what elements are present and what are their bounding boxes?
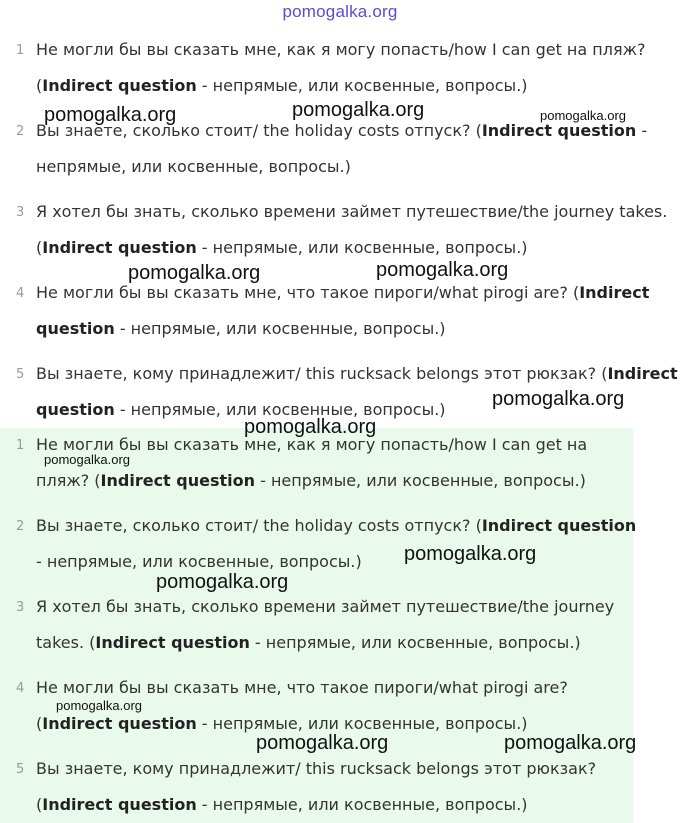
text-span: Не могли бы вы сказать мне, как я могу попасть/how I can get на bbox=[36, 435, 588, 454]
bold-term: Indirect question bbox=[42, 238, 197, 257]
item-text-line bbox=[36, 400, 446, 420]
bold-term: question bbox=[36, 400, 115, 419]
item-text-line bbox=[36, 759, 596, 779]
item-text-line bbox=[36, 283, 649, 303]
item-text-line bbox=[36, 157, 351, 177]
watermark-text: pomogalka.org bbox=[492, 388, 625, 410]
watermark-text: pomogalka.org bbox=[56, 698, 142, 713]
bold-term: Indirect question bbox=[42, 714, 197, 733]
bold-term: Indirect question bbox=[42, 76, 197, 95]
item-number: 4 bbox=[16, 286, 25, 301]
item-number: 1 bbox=[16, 438, 25, 453]
watermark-text: pomogalka.org bbox=[44, 104, 177, 126]
item-text-line bbox=[36, 202, 667, 222]
text-span: ( bbox=[36, 76, 43, 95]
item-text-line bbox=[36, 238, 528, 258]
watermark-text: pomogalka.org bbox=[244, 416, 377, 438]
text-span: Вы знаете, сколько стоит/ the holiday costs отпуск? ( bbox=[36, 121, 482, 140]
text-span: takes. ( bbox=[36, 633, 96, 652]
item-text-line bbox=[36, 319, 446, 339]
item-text-line bbox=[36, 795, 528, 815]
text-span: Не могли бы вы сказать мне, что такое пироги/what pirogi are? ( bbox=[36, 283, 580, 302]
text-span: - непрямые, или косвенные, вопросы.) bbox=[249, 633, 581, 652]
text-span: Не могли бы вы сказать мне, как я могу попасть/how I can get на пляж? bbox=[36, 40, 646, 59]
item-text-line bbox=[36, 714, 528, 734]
item-number: 3 bbox=[16, 600, 25, 615]
bold-term: Indirect question bbox=[42, 795, 197, 814]
bold-term: Indirect question bbox=[481, 121, 637, 140]
text-span: - непрямые, или косвенные, вопросы.) bbox=[196, 76, 528, 95]
item-number: 2 bbox=[16, 124, 25, 139]
text-span: Я хотел бы знать, сколько времени займет путешествие/the journey takes. bbox=[36, 202, 668, 221]
item-number: 5 bbox=[16, 762, 25, 777]
watermark-text: pomogalka.org bbox=[540, 108, 626, 123]
bold-term: Indirect question bbox=[481, 516, 637, 535]
text-span: ( bbox=[36, 238, 43, 257]
bold-term: Indirect bbox=[579, 283, 650, 302]
bold-term: Indirect bbox=[607, 364, 678, 383]
item-text-line bbox=[36, 76, 528, 96]
watermark-text: pomogalka.org bbox=[156, 571, 289, 593]
item-text-line bbox=[36, 633, 581, 653]
watermark-text: pomogalka.org bbox=[404, 543, 537, 565]
text-span: - непрямые, или косвенные, вопросы.) bbox=[196, 714, 528, 733]
watermark-text: pomogalka.org bbox=[292, 99, 425, 121]
watermark-text: pomogalka.org bbox=[44, 452, 130, 467]
watermark-text: pomogalka.org bbox=[128, 262, 261, 284]
watermark-text: pomogalka.org bbox=[504, 732, 637, 754]
text-span: - bbox=[636, 121, 648, 140]
bold-term: question bbox=[36, 319, 115, 338]
item-text-line bbox=[36, 597, 614, 617]
text-span: - непрямые, или косвенные, вопросы.) bbox=[255, 471, 586, 490]
text-span: пляж? ( bbox=[36, 471, 101, 490]
item-text-line bbox=[36, 516, 636, 536]
text-span: непрямые, или косвенные, вопросы.) bbox=[36, 157, 351, 176]
text-span: - непрямые, или косвенные, вопросы.) bbox=[114, 400, 446, 419]
text-span: Не могли бы вы сказать мне, что такое пироги/what pirogi are? bbox=[36, 678, 568, 697]
site-header-watermark: pomogalka.org bbox=[282, 2, 398, 21]
item-text-line bbox=[36, 552, 362, 572]
text-span: Вы знаете, сколько стоит/ the holiday costs отпуск? ( bbox=[36, 516, 482, 535]
item-number: 2 bbox=[16, 519, 25, 534]
item-number: 3 bbox=[16, 205, 25, 220]
text-span: - непрямые, или косвенные, вопросы.) bbox=[196, 795, 528, 814]
text-span: Я хотел бы знать, сколько времени займет путешествие/the journey bbox=[36, 597, 615, 616]
item-number: 1 bbox=[16, 43, 25, 58]
item-text-line bbox=[36, 40, 646, 60]
watermark-text: pomogalka.org bbox=[256, 732, 389, 754]
text-span: Вы знаете, кому принадлежит/ this rucksack belongs этот рюкзак? bbox=[36, 759, 597, 778]
watermark-text: pomogalka.org bbox=[376, 259, 509, 281]
item-text-line bbox=[36, 678, 568, 698]
text-span: - непрямые, или косвенные, вопросы.) bbox=[114, 319, 446, 338]
item-number: 5 bbox=[16, 367, 25, 382]
bold-term: Indirect question bbox=[100, 471, 256, 490]
text-span: ( bbox=[36, 714, 43, 733]
item-text-line bbox=[36, 471, 586, 491]
text-span: - непрямые, или косвенные, вопросы.) bbox=[196, 238, 528, 257]
bold-term: Indirect question bbox=[95, 633, 250, 652]
text-span: ( bbox=[36, 795, 43, 814]
text-span: Вы знаете, кому принадлежит/ this rucksack belongs этот рюкзак? ( bbox=[36, 364, 608, 383]
item-number: 4 bbox=[16, 681, 25, 696]
text-span: - непрямые, или косвенные, вопросы.) bbox=[36, 552, 362, 571]
item-text-line bbox=[36, 364, 678, 384]
